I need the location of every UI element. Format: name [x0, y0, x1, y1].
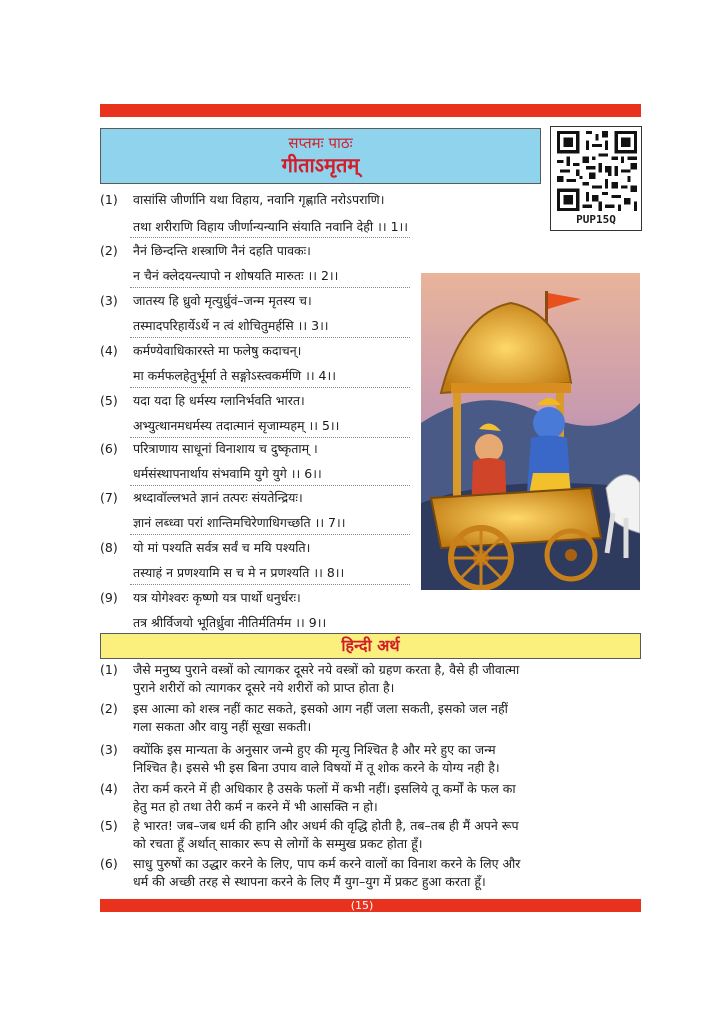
verse-number: (1): [100, 192, 118, 207]
paragraph-line: इस आत्मा को शस्त्र नहीं काट सकते, इसको आग नहीं जला सकती, इसको जल नहीं: [133, 701, 508, 716]
verse-line: यो मां पश्यति सर्वत्र सर्वं च मयि पश्यति।: [133, 540, 311, 555]
paragraph-number: (4): [100, 781, 118, 796]
verse-number: (5): [100, 393, 118, 408]
verse-line: ज्ञानं लब्ध्वा परां शान्तिमचिरेणाधिगच्छति ।। 7।।: [133, 515, 346, 530]
verse-divider: [130, 534, 410, 535]
verse-line: धर्मसंस्थापनार्थाय संभवामि युगे युगे ।। 6।।: [133, 466, 322, 481]
verse-divider: [130, 287, 410, 288]
verse-line: मा कर्मफलहेतुर्भूर्मा ते सङ्गोऽस्त्वकर्मणि ।। 4।।: [133, 368, 336, 383]
verse-line: नैनं छिन्दन्ति शस्त्राणि नैनं दहति पावकः।: [133, 243, 311, 258]
paragraph-number: (5): [100, 818, 118, 833]
lesson-title-box: [100, 128, 541, 184]
paragraph-line: को रचता हूँ अर्थात् साकार रूप से लोगों के सम्मुख प्रकट होता हूँ।: [133, 836, 423, 851]
verse-divider: [130, 584, 410, 585]
hindi-meaning-header: [100, 633, 641, 659]
lesson-number: सप्तमः पाठः: [288, 134, 353, 152]
verse-number: (3): [100, 293, 118, 308]
paragraph-number: (1): [100, 662, 118, 677]
verse-line: अभ्युत्थानमधर्मस्य तदात्मानं सृजाम्यहम् ।। 5।।: [133, 418, 340, 433]
verse-divider: [130, 387, 410, 388]
qr-code-label: PUP15Q: [576, 213, 616, 226]
verse-divider: [130, 485, 410, 486]
verse-divider: [130, 237, 410, 238]
paragraph-line: हे भारत! जब–जब धर्म की हानि और अधर्म की वृद्धि होती है, तब–तब ही मैं अपने रूप: [133, 818, 519, 833]
verse-divider: [130, 437, 410, 438]
verse-number: (2): [100, 243, 118, 258]
verse-line: कर्मण्येवाधिकारस्ते मा फलेषु कदाचन्।: [133, 343, 302, 358]
verse-line: वासांसि जीर्णानि यथा विहाय, नवानि गृह्णाति नरोऽपराणि।: [133, 192, 385, 207]
verse-line: तस्मादपरिहार्येऽर्थे न त्वं शोचितुमर्हसि ।। 3।।: [133, 318, 329, 333]
verse-divider: [130, 337, 410, 338]
verse-line: तत्र श्रीर्विजयो भूतिर्ध्रुवा नीतिर्मतिर्मम ।। 9।।: [133, 615, 327, 630]
krishna-arjuna-chariot-image: [421, 273, 640, 590]
verse-number: (9): [100, 590, 118, 605]
verse-line: जातस्य हि ध्रुवो मृत्युर्ध्रुवं–जन्म मृतस्य च।: [133, 293, 312, 308]
qr-code-icon: [557, 131, 637, 211]
verse-line: तथा शरीराणि विहाय जीर्णान्यन्यानि संयाति नवानि देही ।। 1।।: [133, 219, 409, 234]
verse-number: (7): [100, 490, 118, 505]
verse-line: परित्राणाय साधूनां विनाशाय च दुष्कृताम् ।: [133, 441, 318, 456]
verse-line: यदा यदा हि धर्मस्य ग्लानिर्भवति भारत।: [133, 393, 305, 408]
paragraph-line: पुराने शरीरों को त्यागकर दूसरे नये शरीरों को प्राप्त होता है।: [133, 680, 395, 695]
paragraph-line: क्योंकि इस मान्यता के अनुसार जन्मे हुए की मृत्यु निश्चित है और मरे हुए का जन्म: [133, 742, 496, 757]
page-number: (15): [350, 899, 374, 912]
paragraph-line: निश्चित है। इससे भी इस बिना उपाय वाले विषयों में तू शोक करने के योग्य नही है।: [133, 760, 500, 775]
paragraph-line: तेरा कर्म करने में ही अधिकार है उसके फलों में कभी नहीं। इसलिये तू कर्मों के फल का: [133, 781, 516, 796]
paragraph-line: हेतु मत हो तथा तेरी कर्म न करने में भी आसक्ति न हो।: [133, 799, 378, 814]
top-red-bar: [100, 104, 641, 117]
paragraph-number: (2): [100, 701, 118, 716]
paragraph-line: धर्म की अच्छी तरह से स्थापना करने के लिए मैं युग–युग में प्रकट हुआ करता हूँ।: [133, 874, 486, 889]
verse-number: (8): [100, 540, 118, 555]
paragraph-line: जैसे मनुष्य पुराने वस्त्रों को त्यागकर दूसरे नये वस्त्रों को ग्रहण करता है, वैसे ही जीवात्मा: [133, 662, 520, 677]
verse-line: तस्याहं न प्रणश्यामि स च मे न प्रणश्यति ।। 8।।: [133, 565, 345, 580]
lesson-title: गीताऽमृतम्: [281, 153, 360, 177]
hindi-meaning-title: हिन्दी अर्थ: [341, 636, 400, 655]
verse-line: न चैनं क्लेदयन्त्यापो न शोषयति मारुतः ।। 2।।: [133, 268, 339, 283]
verse-line: यत्र योगेश्वरः कृष्णो यत्र पार्थो धनुर्धरः।: [133, 590, 301, 605]
paragraph-number: (3): [100, 742, 118, 757]
paragraph-line: गला सकता और वायु नहीं सूखा सकती।: [133, 719, 312, 734]
verse-number: (6): [100, 441, 118, 456]
qr-code-box[interactable]: [550, 126, 642, 231]
verse-line: श्रध्दावॉल्लभते ज्ञानं तत्परः संयतेन्द्रियः।: [133, 490, 303, 505]
verse-number: (4): [100, 343, 118, 358]
paragraph-number: (6): [100, 856, 118, 871]
paragraph-line: साधु पुरुषों का उद्धार करने के लिए, पाप कर्म करने वालों का विनाश करने के लिए और: [133, 856, 521, 871]
